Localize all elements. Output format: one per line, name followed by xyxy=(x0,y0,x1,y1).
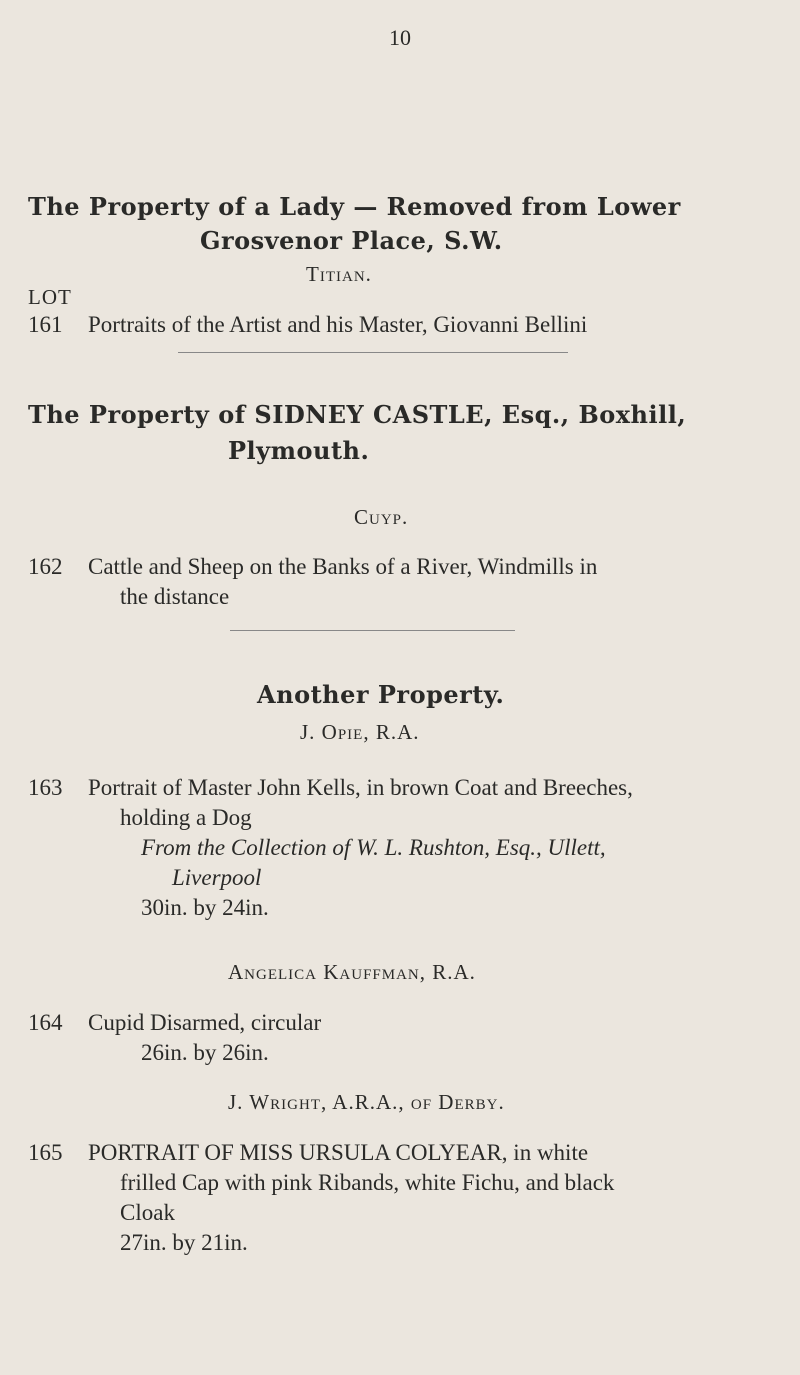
section-divider xyxy=(178,352,568,353)
lot-provenance: From the Collection of W. L. Rushton, Esq., Ullett, xyxy=(141,835,606,860)
lot-title: PORTRAIT OF MISS URSULA COLYEAR, in white xyxy=(88,1140,589,1165)
section-heading-1-line-1: The Property of a Lady — Removed from Lower xyxy=(28,192,681,221)
lot-title-continued: Cloak xyxy=(120,1200,175,1225)
lot-title-continued: holding a Dog xyxy=(120,805,252,830)
lot-title: Cattle and Sheep on the Banks of a River, Windmills in xyxy=(88,554,598,579)
lot-title: Portraits of the Artist and his Master, Giovanni Bellini xyxy=(88,312,588,337)
lot-column-header: LOT xyxy=(28,285,72,309)
lot-number: 164 xyxy=(28,1010,63,1035)
artist-name: J. Wright, A.R.A., of Derby. xyxy=(228,1090,505,1114)
artist-name: J. Opie, R.A. xyxy=(300,720,420,744)
section-divider xyxy=(230,630,515,631)
lot-dimensions: 26in. by 26in. xyxy=(141,1040,269,1065)
section-heading-1-line-2: Grosvenor Place, S.W. xyxy=(200,226,503,255)
artist-name: Titian. xyxy=(306,262,372,286)
artist-name: Cuyp. xyxy=(354,505,409,529)
lot-number: 163 xyxy=(28,775,63,800)
lot-dimensions: 27in. by 21in. xyxy=(120,1230,248,1255)
lot-provenance-continued: Liverpool xyxy=(172,865,262,890)
section-heading-2-line-2: Plymouth. xyxy=(228,436,370,465)
lot-number: 162 xyxy=(28,554,63,579)
page-number: 10 xyxy=(389,25,411,50)
section-heading-3: Another Property. xyxy=(257,680,505,709)
lot-title: Cupid Disarmed, circular xyxy=(88,1010,322,1035)
artist-name: Angelica Kauffman, R.A. xyxy=(228,960,476,984)
lot-title: Portrait of Master John Kells, in brown Coat and Breeches, xyxy=(88,775,633,800)
lot-title-continued: frilled Cap with pink Ribands, white Fichu, and black xyxy=(120,1170,615,1195)
lot-number: 165 xyxy=(28,1140,63,1165)
lot-dimensions: 30in. by 24in. xyxy=(141,895,269,920)
lot-title-continued: the distance xyxy=(120,584,230,609)
lot-number: 161 xyxy=(28,312,63,337)
section-heading-2-line-1: The Property of SIDNEY CASTLE, Esq., Boxhill, xyxy=(28,400,687,429)
